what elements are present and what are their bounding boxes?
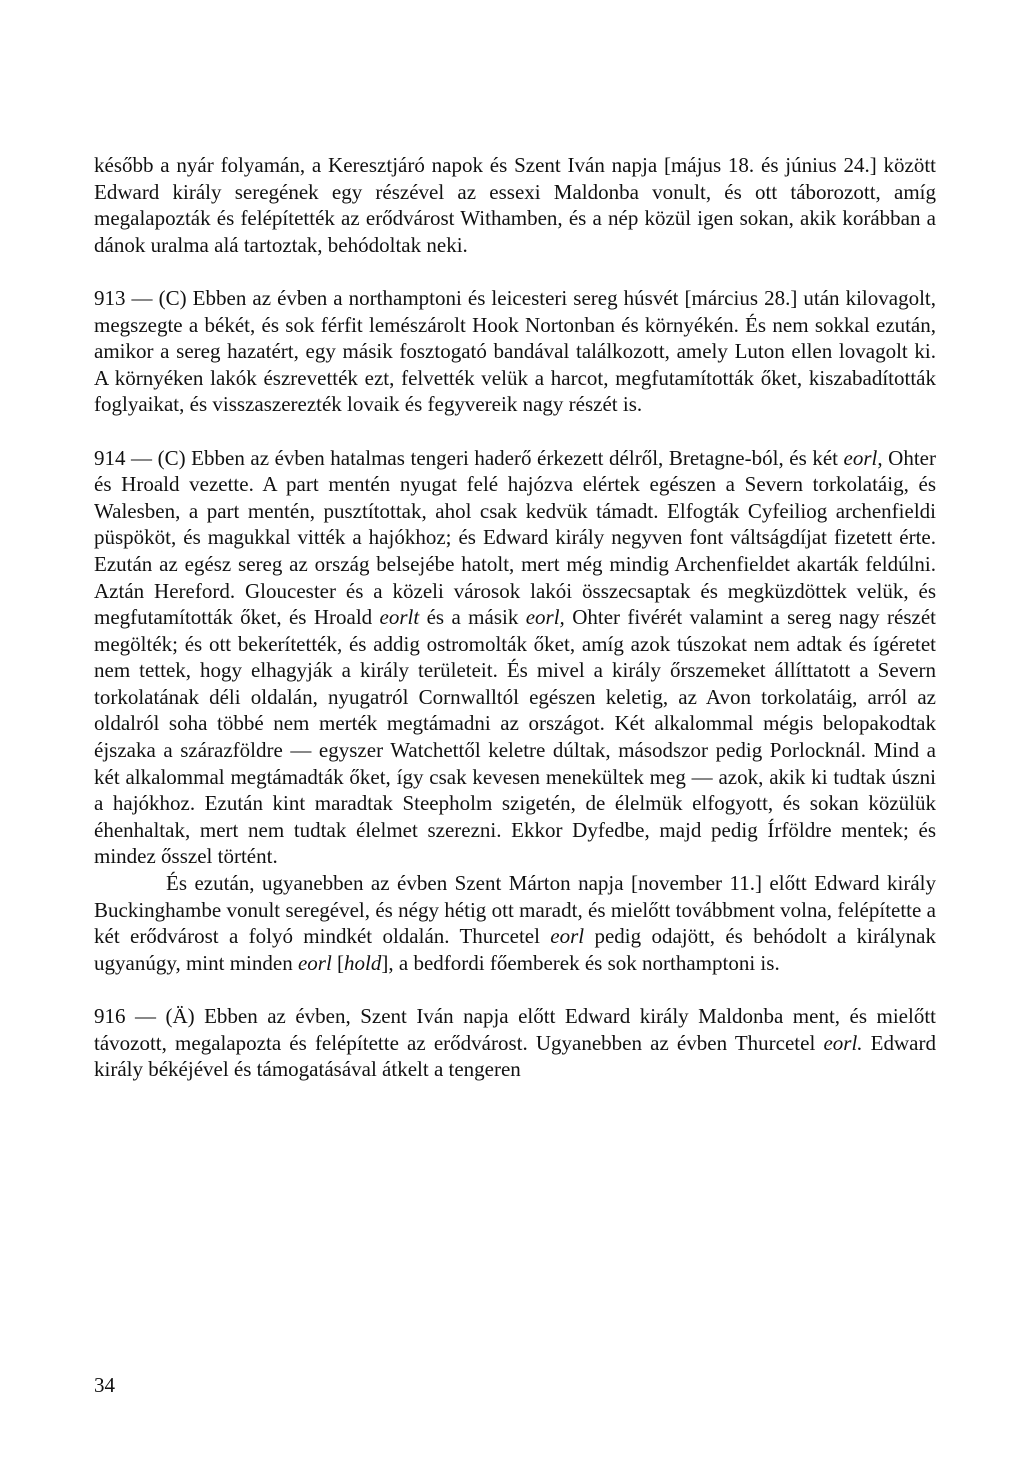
text-run: Ohter fivérét valamint a sereg nagy részét megölték; és ott bekerítették, és addig ostromolták őket, amíg azok túszokat nem adtak és ígéretet nem tettek, hogy elhagyják a király területeit. És mivel a király őrszemeket állíttatott a Severn torkolatának déli oldalán, nyugatról Cornwalltól egészen keletig, az Avon torkolatáig, arról az oldalról soha többé nem merték megtámadni az országot. Két alkalommal mégis belopakodtak éjszaka a szárazföldre — egyszer Watchettől keletre dúltak, másodszor pedig Porlocknál. Mind a két alkalommal megtámadták őket, így csak kevesen menekültek meg — azok, akik ki tudtak úszni a hajókhoz. Ezután kint maradtak Steepholm szigetén, de élelmük elfogyott, és sokan közülük éhenhaltak, mert nem tudtak élelmet szerezni. Ekkor Dyfedbe, majd pedig Írföldre mentek; és mindez ősszel történt. bbox=[94, 605, 936, 869]
italic-term: eorl bbox=[297, 950, 332, 975]
paragraph-914 bbox=[94, 445, 936, 871]
text-run: 916 — (Ä) Ebben az évben, Szent Iván napja előtt Edward király Maldonba ment, és mielőtt távozott, megalapozta és felépítette az erődvárost. Ugyanebben az évben Thurcetel bbox=[94, 1004, 936, 1055]
italic-term: hold bbox=[344, 950, 382, 975]
text-run: 914 — (C) Ebben az évben hatalmas tengeri haderő érkezett délről, Bretagne-ból, és két bbox=[94, 445, 844, 470]
italic-term: eorl bbox=[550, 924, 585, 949]
italic-term: eorl, bbox=[525, 605, 565, 630]
paragraph-914-continued bbox=[94, 870, 936, 976]
italic-term: eorlt bbox=[379, 605, 420, 630]
paragraph-916 bbox=[94, 1003, 936, 1083]
page-number: 34 bbox=[94, 1373, 115, 1397]
text-run: Edward király békéjével és támogatásával átkelt a tengeren bbox=[94, 1030, 936, 1082]
paragraph-gap bbox=[94, 258, 936, 285]
text-run: [ bbox=[331, 950, 345, 975]
text-run: 913 — (C) Ebben az évben a northamptoni és leicesteri sereg húsvét [március 28.] után kilovagolt, megszegte a békét, és sok férfit lemészárolt Hook Nortonban és környékén. És nem sokkal ezután, amikor a sereg hazatért, egy másik fosztogató bandával találkozott, amely Luton ellen lovagolt ki. A környéken lakók észrevették ezt, felvették velük a harcot, megfutamították őket, kiszabadították foglyaikat, és visszaszerezték lovaik és fegyvereik nagy részét is. bbox=[94, 285, 936, 417]
paragraph-gap bbox=[94, 418, 936, 445]
paragraph-913 bbox=[94, 285, 936, 418]
text-run: és a másik bbox=[419, 605, 526, 630]
text-run: pedig odajött, és behódolt a királynak ugyanúgy, mint minden bbox=[94, 924, 936, 975]
paragraph-summer-withamben bbox=[94, 152, 936, 258]
paragraph-gap bbox=[94, 976, 936, 1003]
page-body bbox=[94, 152, 936, 1083]
text-run: később a nyár folyamán, a Keresztjáró napok és Szent Iván napja [május 18. és június 24.] között Edward király seregének egy részével az essexi Maldonba vonult, és ott táborozott, amíg megalapozták és felépítették az erődvárost Withamben, és a nép közül igen sokan, akik korábban a dánok uralma alá tartoztak, behódoltak neki. bbox=[94, 153, 936, 257]
italic-term: eorl. bbox=[823, 1030, 863, 1055]
text-run: , Ohter és Hroald vezette. A part mentén nyugat felé hajózva elértek egészen a Severn torkolatáig, és Walesben, a part mentén, pusztítottak, ahol csak kedvük támadt. Elfogták Cyfeiliog archenfieldi püspököt, és magukkal vitték a hajókhoz; és Edward király negyven font váltságdíjat fizetett érte. Ezután az egész sereg az ország belsejébe hatolt, mert még mindig Archenfieldet akarták feldúlni. Aztán Hereford. Gloucester és a közeli városok lakói összecsaptak és megküzdöttek velük, és megfutamították őket, és Hroald bbox=[94, 445, 936, 630]
text-run: ], a bedfordi főemberek és sok northamptoni is. bbox=[381, 950, 780, 975]
italic-term: eorl bbox=[843, 445, 878, 470]
text-run: És ezután, ugyanebben az évben Szent Márton napja [november 11.] előtt Edward király Buckinghambe vonult seregével, és négy hétig ott maradt, és mielőtt továbbment volna, felépítette a két erődvárost a folyó mindkét oldalán. Thurcetel bbox=[94, 871, 936, 949]
